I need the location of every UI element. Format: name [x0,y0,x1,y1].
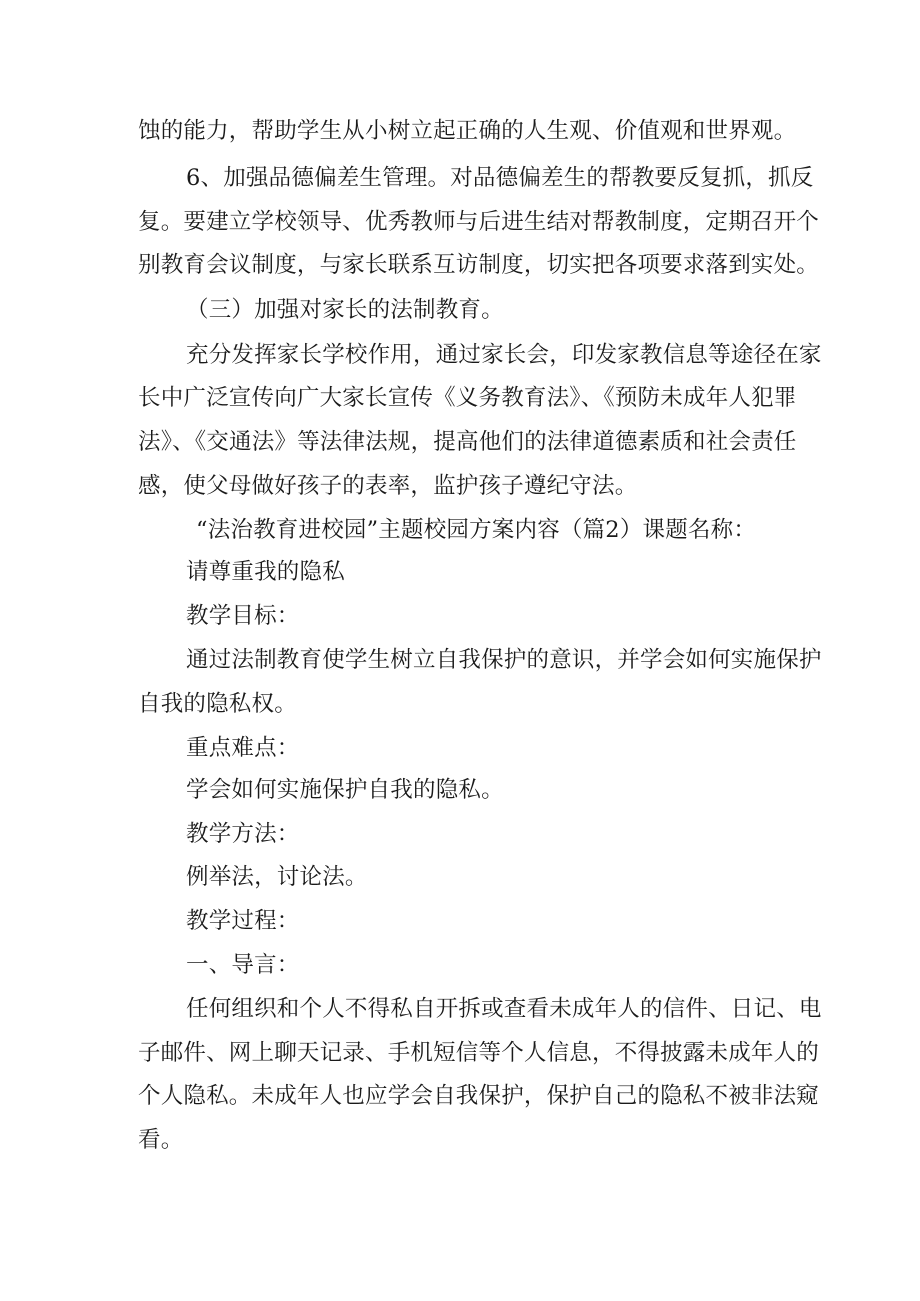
text-line: 个人隐私。未成年人也应学会自我保护，保护自己的隐私不被非法窥 [138,1083,820,1109]
text-line: 请尊重我的隐私 [186,559,345,585]
text-line: 任何组织和个人不得私自开拆或查看未成年人的信件、日记、电 [186,996,822,1022]
text-line: 通过法制教育使学生树立自我保护的意识，并学会如何实施保护 [186,647,822,673]
text-line: 感，使父母做好孩子的表率，监护孩子遵纪守法。 [138,473,638,499]
text-line: 别教育会议制度，与家长联系互访制度，切实把各项要求落到实处。 [138,252,820,278]
text-line: 例举法，讨论法。 [186,864,368,890]
text-line: 看。 [138,1127,184,1153]
label-line: 教学方法： [186,821,300,847]
section-heading: （三）加强对家长的法制教育。 [186,297,504,323]
text-line: 蚀的能力，帮助学生从小树立起正确的人生观、价值观和世界观。 [138,118,797,144]
text-line: 6、加强品德偏差生管理。对品德偏差生的帮教要反复抓，抓反 [186,165,814,191]
label-line: 一、导言： [186,952,300,978]
text-line: 子邮件、网上聊天记录、手机短信等个人信息，不得披露未成年人的 [138,1040,820,1066]
text-line: 法》、《交通法》等法律法规，提高他们的法律道德素质和社会责任 [138,429,797,455]
text-line: 充分发挥家长学校作用，通过家长会，印发家教信息等途径在家 [186,342,822,368]
text-line: 复。要建立学校领导、优秀教师与后进生结对帮教制度，定期召开个 [138,209,820,235]
label-line: 教学目标： [186,603,300,629]
label-line: 重点难点： [186,735,300,761]
text-line: 学会如何实施保护自我的隐私。 [186,777,504,803]
label-line: 教学过程： [186,908,300,934]
text-line: 自我的隐私权。 [138,691,297,717]
title-line: “法治教育进校园”主题校园方案内容（篇2）课题名称： [196,517,757,543]
text-line: 长中广泛宣传向广大家长宣传《义务教育法》、《预防未成年人犯罪 [138,385,797,411]
